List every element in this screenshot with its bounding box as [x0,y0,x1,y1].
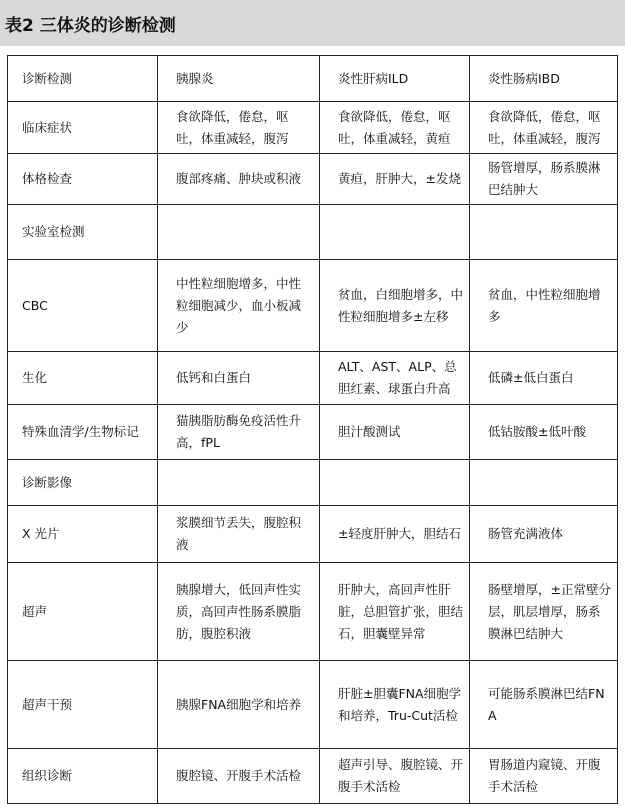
table-row [8,154,618,205]
table-cell [320,460,470,506]
table-cell: 肝肿大，高回声性肝脏，总胆管扩张，胆结石，胆囊壁异常 [320,563,470,661]
table-cell: ±轻度肝肿大，胆结石 [320,506,470,563]
table-cell: 胆汁酸测试 [320,405,470,460]
table-cell: 食欲降低，倦怠，呕吐，体重减轻，黄疸 [320,102,470,154]
table-cell: 贫血，白细胞增多，中性粒细胞增多±左移 [320,260,470,352]
table-cell: 腹腔镜、开腹手术活检 [158,749,320,804]
row-label: 实验室检测 [8,205,158,260]
table-cell: 浆膜细节丢失，腹腔积液 [158,506,320,563]
table-cell: 胰腺增大，低回声性实质，高回声性肠系膜脂肪，腹腔积液 [158,563,320,661]
table-cell: 肠壁增厚，±正常壁分层，肌层增厚，肠系膜淋巴结肿大 [470,563,618,661]
row-label: 超声干预 [8,661,158,749]
table-cell: 黄疸，肝肿大，±发烧 [320,154,470,205]
table-cell [158,205,320,260]
table-cell: 可能肠系膜淋巴结FNA [470,661,618,749]
table-cell: 猫胰脂肪酶免疫活性升高，fPL [158,405,320,460]
table-row [8,102,618,154]
table-row [8,563,618,661]
row-label: 超声 [8,563,158,661]
table-cell [158,460,320,506]
header-cell: 胰腺炎 [158,56,320,102]
table-row [8,460,618,506]
table-cell [320,205,470,260]
row-label: 组织诊断 [8,749,158,804]
table-cell: 肠管充满液体 [470,506,618,563]
row-label: 临床症状 [8,102,158,154]
table-row [8,260,618,352]
header-cell: 炎性肝病ILD [320,56,470,102]
table-header-row [8,56,618,102]
table-cell: 贫血，中性粒细胞增多 [470,260,618,352]
table-cell: 低钙和白蛋白 [158,352,320,405]
table-title: 表2 三体炎的诊断检测 [0,0,625,46]
row-label: 体格检查 [8,154,158,205]
table-cell [470,460,618,506]
row-label: 诊断影像 [8,460,158,506]
table-cell: 胃肠道内窥镜、开腹手术活检 [470,749,618,804]
diagnostic-table [7,55,618,804]
table-row [8,506,618,563]
table-cell: 低钴胺酸±低叶酸 [470,405,618,460]
table-cell: 胰腺FNA细胞学和培养 [158,661,320,749]
row-label: 生化 [8,352,158,405]
table-cell: ALT、AST、ALP、总胆红素、球蛋白升高 [320,352,470,405]
table-cell [470,205,618,260]
table-row [8,749,618,804]
row-label: CBC [8,260,158,352]
table-cell: 中性粒细胞增多，中性粒细胞减少，血小板减少 [158,260,320,352]
table-cell: 超声引导、腹腔镜、开腹手术活检 [320,749,470,804]
row-label: 特殊血清学/生物标记 [8,405,158,460]
table-cell: 食欲降低，倦怠，呕吐，体重减轻，腹泻 [158,102,320,154]
table-cell: 食欲降低，倦怠，呕吐，体重减轻，腹泻 [470,102,618,154]
table-row [8,661,618,749]
header-cell: 炎性肠病IBD [470,56,618,102]
header-cell: 诊断检测 [8,56,158,102]
row-label: X 光片 [8,506,158,563]
table-row [8,352,618,405]
table-cell: 低磷±低白蛋白 [470,352,618,405]
table-row [8,205,618,260]
table-row [8,405,618,460]
table-cell: 肝脏±胆囊FNA细胞学和培养，Tru-Cut活检 [320,661,470,749]
table-cell: 腹部疼痛、肿块或积液 [158,154,320,205]
table-cell: 肠管增厚，肠系膜淋巴结肿大 [470,154,618,205]
